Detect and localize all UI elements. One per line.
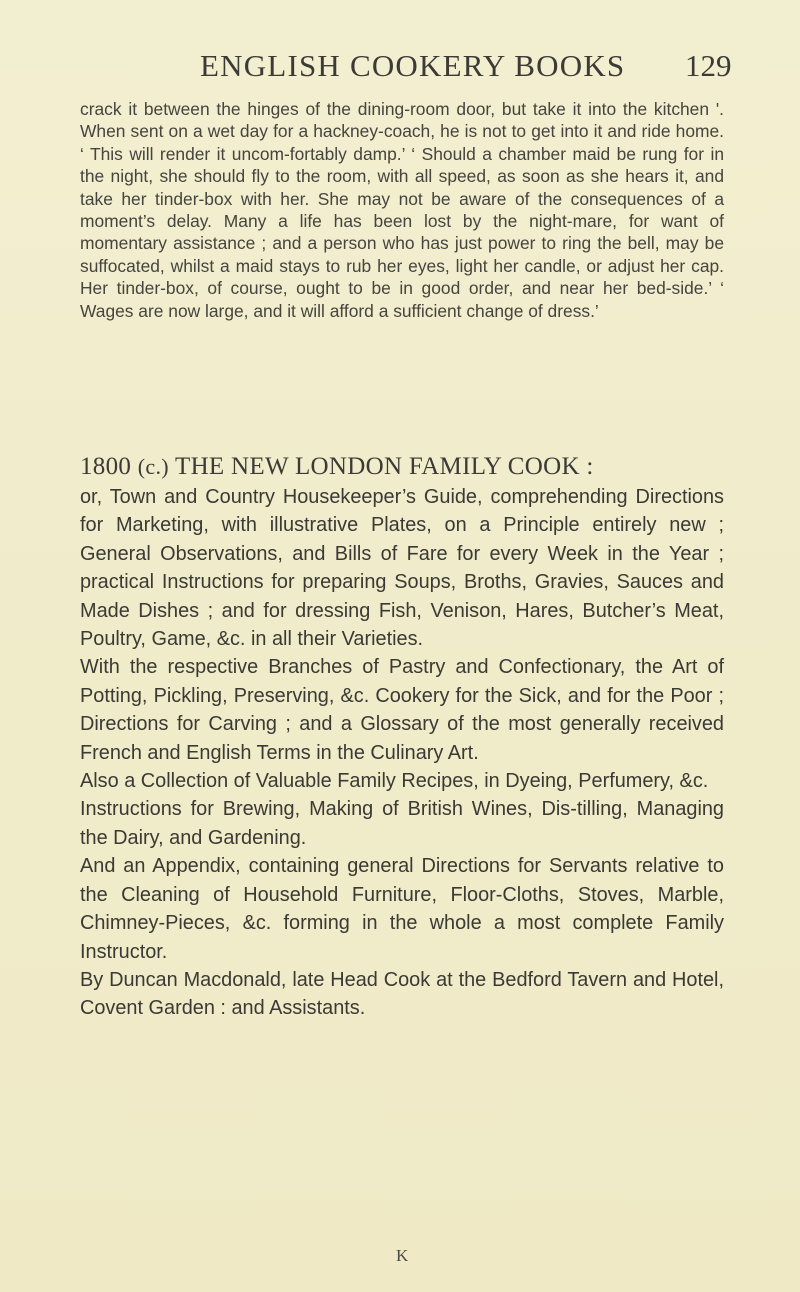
entry-paragraph: Instructions for Brewing, Making of British Wines, Dis-tilling, Managing the Dairy, and Gardening.: [80, 798, 724, 849]
entry-heading: [80, 451, 724, 483]
entry-circa: (c.): [137, 454, 169, 479]
signature-mark: K: [396, 1246, 410, 1265]
entry-paragraph: And an Appendix, containing general Directions for Servants relative to the Cleaning of Household Furniture, Floor-Cloths, Stoves, Marble, Chimney-Pieces, &c. forming in the whole a most complete Family Instructor.: [80, 855, 724, 963]
page-number: 129: [685, 48, 732, 83]
entry-description: [80, 483, 724, 1023]
entry-paragraph: or, Town and Country Housekeeper’s Guide, comprehending Directions for Marketing, with illustrative Plates, on a Principle entirely new ; General Observations, and Bills of Fare for every Week in the Year ; practical Instructions for preparing Soups, Broths, Gravies, Sauces and Made Dishes ; and for dressing Fish, Venison, Hares, Butcher’s Meat, Poultry, Game, &c. in all their Varieties.: [80, 486, 724, 651]
entry-year: 1800: [80, 453, 132, 480]
running-head: [0, 46, 800, 86]
entry-title: THE NEW LONDON FAMILY COOK :: [175, 453, 594, 480]
entry-paragraph: By Duncan Macdonald, late Head Cook at the Bedford Tavern and Hotel, Covent Garden : and Assistants.: [80, 968, 724, 1020]
entry-paragraph: Also a Collection of Valuable Family Recipes, in Dyeing, Perfumery, &c.: [80, 770, 709, 793]
bibliography-entry: [80, 451, 724, 1023]
quoted-passage: crack it between the hinges of the dining-room door, but take it into the kitchen '. When sent on a wet day for a hackney-coach, he is not to get into it and ride home. ‘ This will render it uncom-fortably damp.’ ‘ Should a chamber maid be rung for in the night, she should fly to the room, with all speed, as soon as she hears it, and take her tinder-box with her. She may not be aware of the consequences of a moment’s delay. Many a life has been lost by the night-mare, for want of momentary assistance ; and a person who has just power to ring the bell, may be suffocated, whilst a maid stays to rub her eyes, light her candle, or adjust her cap. Her tinder-box, of course, ought to be in good order, and near her bed-side.’ ‘ Wages are now large, and it will afford a sufficient change of dress.’: [80, 99, 724, 321]
running-title: ENGLISH COOKERY BOOKS: [200, 48, 626, 83]
entry-paragraph: With the respective Branches of Pastry and Confectionary, the Art of Potting, Pickling, Preserving, &c. Cookery for the Sick, and for the Poor ; Directions for Carving ; and a Glossary of the most generally received French and English Terms in the Culinary Art.: [80, 656, 724, 764]
